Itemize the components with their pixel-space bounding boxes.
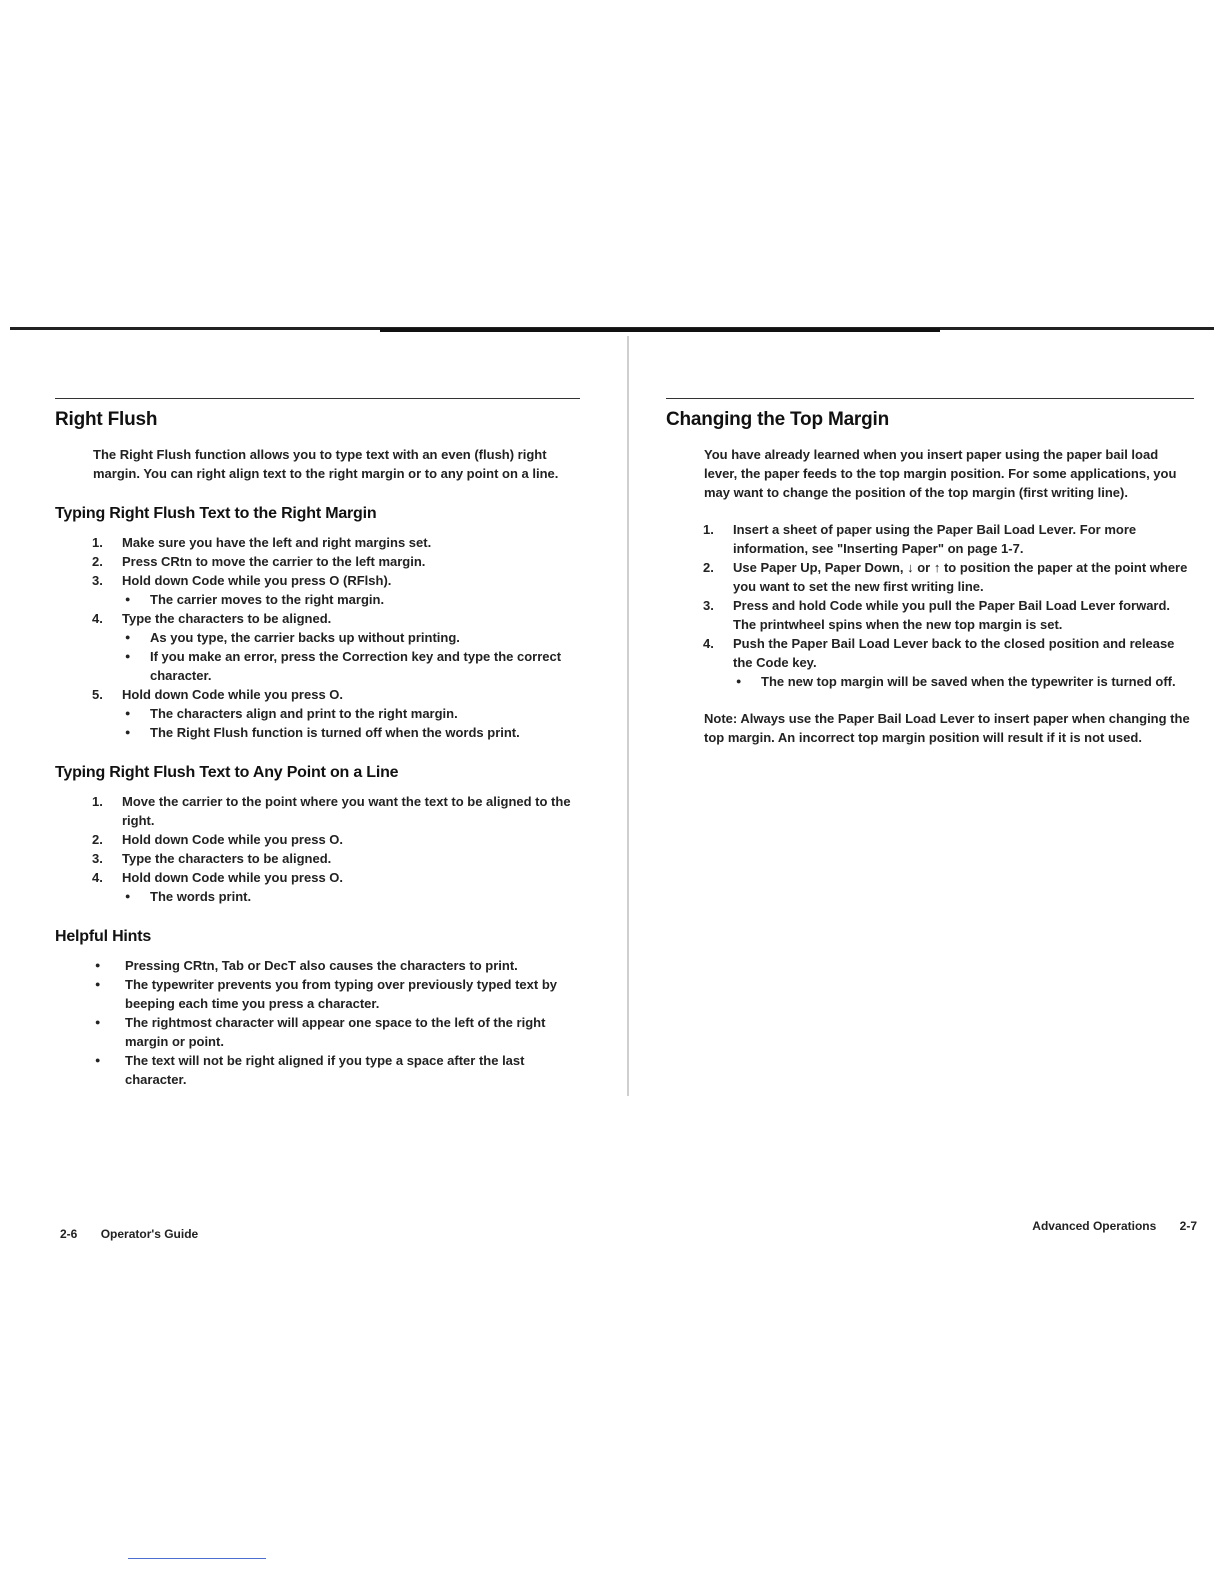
step-number: 2. — [92, 554, 103, 569]
step-bullets — [122, 704, 580, 742]
top-margin-intro: You have already learned when you insert paper using the paper bail load lever, the paper feeds to the top margin position. For some applications, you may want to change the position of the top margin (first writing line). — [704, 447, 1177, 500]
step-item — [55, 609, 580, 685]
bullet-item: ● The characters align and print to the right margin. — [122, 704, 580, 723]
page-spread-divider — [627, 336, 629, 1096]
bullet-item: ● As you type, the carrier backs up without printing. — [122, 628, 580, 647]
hint-item: ● The text will not be right aligned if you type a space after the last character. — [55, 1051, 580, 1089]
step-number: 1. — [92, 794, 103, 809]
step-item — [55, 792, 580, 830]
page-number: 2-6 — [60, 1227, 78, 1241]
section-rule — [666, 398, 1194, 399]
note-text: Note: Always use the Paper Bail Load Lever to insert paper when changing the top margin. An incorrect top margin position will result if it is not used. — [704, 711, 1190, 745]
step-number: 3. — [703, 598, 714, 613]
step-number: 3. — [92, 573, 103, 588]
step-item — [55, 533, 580, 552]
step-number: 5. — [92, 687, 103, 702]
step-number: 4. — [92, 611, 103, 626]
step-text: Use Paper Up, Paper Down, ↓ or ↑ to position the paper at the point where you want to set the new first writing line. — [733, 560, 1188, 594]
step-bullets — [122, 628, 580, 685]
section-rule — [55, 398, 580, 399]
step-text: Hold down Code while you press O. — [122, 687, 344, 702]
step-text: Insert a sheet of paper using the Paper Bail Load Lever. For more information, see "Inserting Paper" on page 1-7. — [733, 522, 1137, 556]
step-number: 2. — [703, 560, 714, 575]
bullet-item: ● The carrier moves to the right margin. — [122, 590, 580, 609]
footer-label: Advanced Operations — [1032, 1219, 1157, 1233]
page-number: 2-7 — [1179, 1219, 1197, 1233]
step-bullets — [122, 590, 580, 609]
step-item — [55, 868, 580, 906]
step-text: Hold down Code while you press O. — [122, 832, 344, 847]
bullet-item: ● The words print. — [122, 887, 580, 906]
hint-item: ● The rightmost character will appear one space to the left of the right margin or point. — [55, 1013, 580, 1051]
step-text: Hold down Code while you press O. — [122, 870, 344, 885]
left-page-footer — [60, 1227, 218, 1241]
bullet-item: ● If you make an error, press the Correction key and type the correct character. — [122, 647, 580, 685]
step-number: 1. — [703, 522, 714, 537]
subsection-title-any-point: Typing Right Flush Text to Any Point on a Line — [55, 764, 399, 781]
step-number: 1. — [92, 535, 103, 550]
bullet-item: ● The Right Flush function is turned off when the words print. — [122, 723, 580, 742]
step-item — [55, 830, 580, 849]
right-flush-intro: The Right Flush function allows you to type text with an even (flush) right margin. You can right align text to the right margin or to any point on a line. — [93, 447, 559, 481]
step-item — [55, 685, 580, 742]
step-text: Make sure you have the left and right margins set. — [122, 535, 432, 550]
step-number: 4. — [92, 870, 103, 885]
section-title-changing-top-margin: Changing the Top Margin — [666, 409, 890, 430]
step-item — [666, 596, 1194, 634]
any-point-steps — [55, 792, 580, 906]
step-number: 3. — [92, 851, 103, 866]
step-item — [666, 558, 1194, 596]
hint-item: ● Pressing CRtn, Tab or DecT also causes the characters to print. — [55, 956, 580, 975]
step-item — [55, 552, 580, 571]
step-text: Move the carrier to the point where you want the text to be aligned to the right. — [122, 794, 571, 828]
right-margin-steps — [55, 533, 580, 742]
step-text: Type the characters to be aligned. — [122, 851, 332, 866]
top-margin-steps — [666, 520, 1194, 691]
left-page — [55, 398, 580, 1089]
subsection-title-right-margin: Typing Right Flush Text to the Right Margin — [55, 505, 377, 522]
section-title-right-flush: Right Flush — [55, 409, 158, 430]
step-number: 2. — [92, 832, 103, 847]
step-text: Push the Paper Bail Load Lever back to the closed position and release the Code key. — [733, 636, 1175, 670]
step-item — [55, 571, 580, 609]
step-text: Hold down Code while you press O (RFlsh). — [122, 573, 392, 588]
step-item — [666, 520, 1194, 558]
right-page — [666, 398, 1194, 747]
footer-label: Operator's Guide — [100, 1227, 199, 1241]
scan-artifact-line — [128, 1558, 266, 1559]
helpful-hints-list — [55, 956, 580, 1089]
bullet-item: ● The new top margin will be saved when the typewriter is turned off. — [733, 672, 1194, 691]
step-bullets — [733, 672, 1194, 691]
step-item — [55, 849, 580, 868]
step-text: Press CRtn to move the carrier to the left margin. — [122, 554, 426, 569]
step-item — [666, 634, 1194, 691]
hint-item: ● The typewriter prevents you from typing over previously typed text by beeping each time you press a character. — [55, 975, 580, 1013]
step-number: 4. — [703, 636, 714, 651]
subsection-title-helpful-hints: Helpful Hints — [55, 928, 152, 945]
step-text: Press and hold Code while you pull the Paper Bail Load Lever forward. The printwheel spins when the new top margin is set. — [733, 598, 1171, 632]
step-text: Type the characters to be aligned. — [122, 611, 332, 626]
right-page-footer — [1032, 1219, 1197, 1233]
step-bullets — [122, 887, 580, 906]
top-page-rule-heavy — [380, 328, 940, 332]
